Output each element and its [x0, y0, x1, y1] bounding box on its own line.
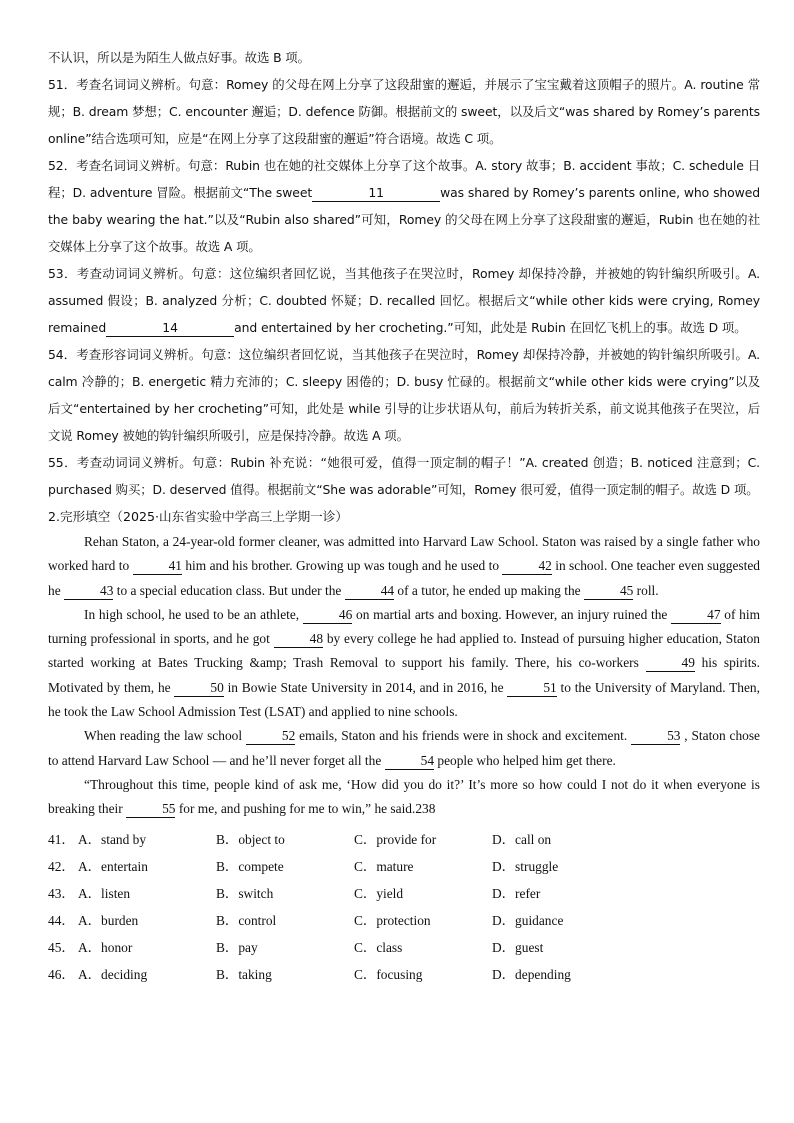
- question-number: 43．: [48, 885, 75, 901]
- cloze-blank-54: 54: [385, 753, 434, 770]
- passage-text: Rehan Staton, a 24-year-old former cleaner, was admitted into Harvard Law School. Staton was raised by a single father who worked hard to: [48, 534, 760, 574]
- passage-text: in Bowie State University in 2014, and in 2016, he: [223, 679, 508, 695]
- answer-53-blank: 14: [106, 320, 234, 337]
- passage-text: people who helped him get there.: [434, 752, 616, 768]
- answer-53-pre: 53．考查动词词义辨析。句意：这位编织者回忆说，当其他孩子在哭泣时，Romey 却保持冷静，并被她的钩针编织所吸引。A. assumed 假设；B. analyzed 分析；C. doubted 怀疑；D. recalled 回忆。根据后文“while other kids were crying, Romey remained: [48, 266, 760, 335]
- passage-text: by every college he had applied to. Instead of pursuing higher education, Staton started working at Bates Trucking &amp; Trash Removal to support his family. There, his co-workers: [48, 631, 761, 671]
- answer-53-post: and entertained by her crocheting.”可知，此处是 Rubin 在回忆飞机上的事。故选 D 项。: [234, 320, 747, 335]
- passage-text: of a tutor, he ended up making the: [394, 582, 584, 598]
- cloze-blank-43: 43: [64, 583, 113, 600]
- passage-text: roll.: [633, 582, 659, 598]
- cloze-blank-50: 50: [174, 680, 223, 697]
- document-page: [48, 44, 760, 988]
- option-b: B．pay: [216, 939, 258, 955]
- option-c: C．focusing: [354, 966, 423, 982]
- passage-text: to the University of Maryland. Then, he took the Law School Admission Test (LSAT) and applied to nine schools.: [48, 679, 760, 720]
- option-row-43: [48, 880, 760, 907]
- cloze-blank-55: 55: [126, 801, 175, 818]
- answer-continuation: 不认识，所以是为陌生人做点好事。故选 B 项。: [48, 50, 310, 65]
- passage-text: emails, Staton and his friends were in shock and excitement.: [295, 728, 632, 744]
- option-d: D．struggle: [492, 858, 559, 874]
- option-b: B．control: [216, 912, 277, 928]
- passage-paragraph-3: [48, 724, 760, 773]
- options-list: [48, 826, 760, 988]
- answer-52-pre: 52．考查名词词义辨析。句意：Rubin 也在她的社交媒体上分享了这个故事。A. story 故事；B. accident 事故；C. schedule 日程；D. adventure 冒险。根据前文“The sweet: [48, 158, 760, 200]
- passage-paragraph-4: [48, 773, 760, 822]
- option-c: C．mature: [354, 858, 414, 874]
- passage-text: When reading the law school: [84, 728, 246, 744]
- passage-text: to a special education class. But under the: [113, 582, 345, 598]
- cloze-blank-42: 42: [502, 558, 551, 575]
- option-c: C．class: [354, 939, 403, 955]
- passage-text: in school. One teacher even suggested he: [48, 558, 760, 598]
- passage-paragraph-1: [48, 530, 760, 603]
- option-a: A．stand by: [78, 831, 147, 847]
- passage-text: for me, and pushing for me to win,” he said.238: [175, 801, 436, 817]
- answer-55: 55．考查动词词义辨析。句意：Rubin 补充说：“她很可爱，值得一顶定制的帽子！”A. created 创造；B. noticed 注意到；C. purchased 购买；D. deserved 值得。根据前文“She was adorable”可知，Romey 很可爱，值得一顶定制的帽子。故选 D 项。: [48, 455, 760, 497]
- option-d: D．guest: [492, 939, 544, 955]
- answer-52-post: was shared by Romey’s parents online, who showed the baby wearing the hat.”以及“Rubin also shared”可知，Romey 的父母在网上分享了这段甜蜜的邂逅，Rubin 也在她的社交媒体上分享了这个故事。故选 A 项。: [48, 185, 760, 254]
- answer-52: [48, 152, 760, 260]
- option-a: A．listen: [78, 885, 131, 901]
- question-number: 42．: [48, 858, 75, 874]
- question-number: 46．: [48, 966, 75, 982]
- option-d: D．call on: [492, 831, 552, 847]
- cloze-blank-49: 49: [646, 655, 695, 672]
- answer-52-blank: 11: [312, 185, 440, 202]
- option-a: A．honor: [78, 939, 133, 955]
- cloze-blank-47: 47: [671, 607, 720, 624]
- passage-text: his spirits. Motivated by them, he: [48, 655, 760, 695]
- cloze-blank-51: 51: [507, 680, 556, 697]
- option-b: B．switch: [216, 885, 274, 901]
- answer-54: 54．考查形容词词义辨析。句意：这位编织者回忆说，当其他孩子在哭泣时，Romey 却保持冷静，并被她的钩针编织所吸引。A. calm 冷静的；B. energetic 精力充沛的；C. sleepy 困倦的；D. busy 忙碌的。根据前文“while other kids were crying”以及后文“entertained by her crocheting”可知，此处是 while 引导的让步状语从句，前后为转折关系，前文说其他孩子在哭泣，后文说 Romey 被她的钩针编织所吸引，应是保持冷静。故选 A 项。: [48, 347, 760, 443]
- option-b: B．compete: [216, 858, 284, 874]
- option-b: B．taking: [216, 966, 272, 982]
- answer-53: [48, 260, 760, 341]
- option-row-45: [48, 934, 760, 961]
- option-b: B．object to: [216, 831, 285, 847]
- option-a: A．burden: [78, 912, 139, 928]
- option-d: D．depending: [492, 966, 571, 982]
- passage-text: , Staton chose to attend Harvard Law School — and he’ll never forget all the: [48, 728, 760, 768]
- cloze-blank-45: 45: [584, 583, 633, 600]
- question-number: 41．: [48, 831, 75, 847]
- passage-text: “Throughout this time, people kind of ask me, ‘How did you do it?’ It’s more so how could I not do it when everyone is breaking their: [48, 776, 760, 817]
- option-row-42: [48, 853, 760, 880]
- cloze-blank-53: 53: [631, 728, 680, 745]
- option-row-46: [48, 961, 760, 988]
- cloze-blank-48: 48: [274, 631, 323, 648]
- option-c: C．yield: [354, 885, 404, 901]
- option-c: C．provide for: [354, 831, 437, 847]
- question-number: 45．: [48, 939, 75, 955]
- option-a: A．entertain: [78, 858, 148, 874]
- section-title: 2.完形填空（2025·山东省实验中学高三上学期一诊）: [48, 509, 348, 524]
- passage-text: on martial arts and boxing. However, an injury ruined the: [352, 606, 672, 622]
- option-d: D．guidance: [492, 912, 564, 928]
- option-row-41: [48, 826, 760, 853]
- question-number: 44．: [48, 912, 75, 928]
- cloze-blank-41: 41: [133, 558, 182, 575]
- cloze-blank-52: 52: [246, 728, 295, 745]
- passage-text: In high school, he used to be an athlete,: [84, 606, 303, 622]
- option-d: D．refer: [492, 885, 541, 901]
- option-c: C．protection: [354, 912, 431, 928]
- passage-text: of him turning professional in sports, and he got: [48, 606, 760, 647]
- cloze-blank-44: 44: [345, 583, 394, 600]
- passage-text: him and his brother. Growing up was tough and he used to: [181, 558, 503, 574]
- option-row-44: [48, 907, 760, 934]
- cloze-blank-46: 46: [303, 607, 352, 624]
- answer-51: 51．考查名词词义辨析。句意：Romey 的父母在网上分享了这段甜蜜的邂逅，并展示了宝宝戴着这顶帽子的照片。A. routine 常规；B. dream 梦想；C. encounter 邂逅；D. defence 防御。根据前文的 sweet，以及后文“was shared by Romey’s parents online”结合选项可知，应是“在网上分享了这段甜蜜的邂逅”符合语境。故选 C 项。: [48, 77, 760, 146]
- passage-paragraph-2: [48, 603, 760, 724]
- option-a: A．deciding: [78, 966, 148, 982]
